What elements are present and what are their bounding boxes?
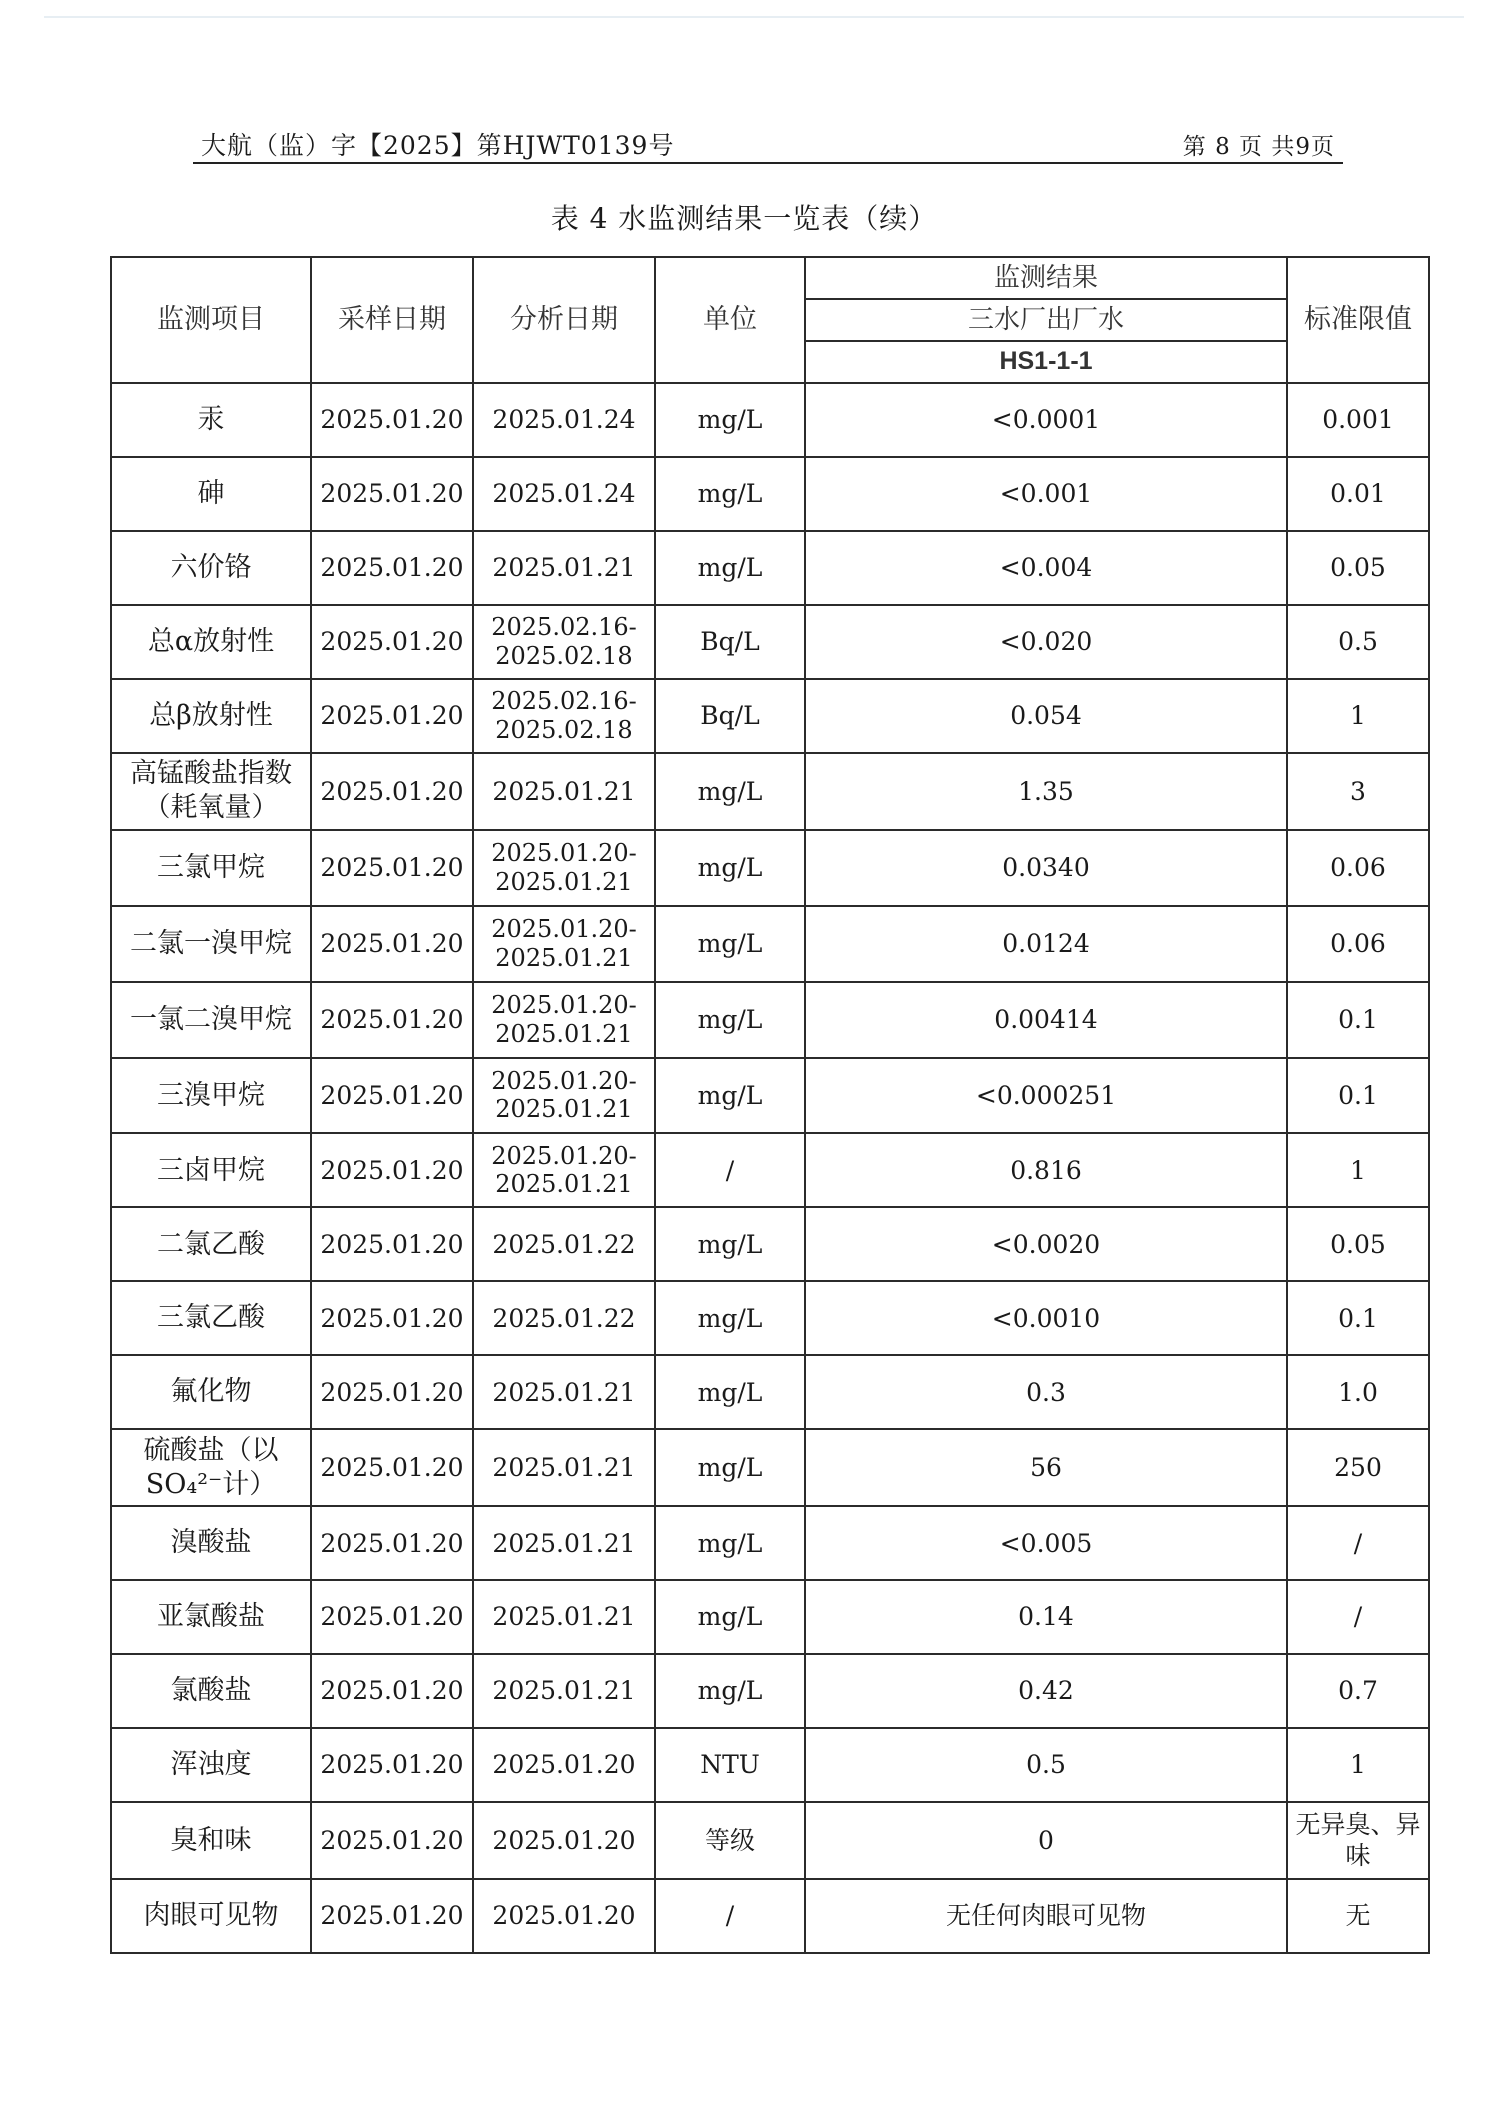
results-table [110, 256, 1430, 1954]
row-item: 臭和味 [111, 1802, 311, 1879]
row-result: 56 [805, 1429, 1287, 1506]
report-id: 大航（监）字【2025】第HJWT0139号 [201, 131, 675, 160]
table-row [111, 531, 1429, 605]
header-limit: 标准限值 [1287, 257, 1429, 383]
row-sample-date: 2025.01.20 [311, 830, 473, 906]
row-limit: 0.1 [1287, 1058, 1429, 1134]
row-unit: mg/L [655, 531, 805, 605]
row-analysis-date: 2025.01.21 [473, 1506, 655, 1580]
table-caption: 表 4 水监测结果一览表（续） [550, 202, 938, 235]
row-unit: mg/L [655, 383, 805, 457]
row-analysis-date: 2025.01.21 [473, 1429, 655, 1506]
table-row [111, 906, 1429, 982]
row-sample-date: 2025.01.20 [311, 1355, 473, 1429]
row-unit: mg/L [655, 1429, 805, 1506]
row-result: <0.020 [805, 605, 1287, 679]
table-row [111, 1802, 1429, 1879]
row-sample-date: 2025.01.20 [311, 457, 473, 531]
row-result: 0.0340 [805, 830, 1287, 906]
row-analysis-date: 2025.01.20-2025.01.21 [473, 906, 655, 982]
row-unit: mg/L [655, 982, 805, 1058]
row-unit: mg/L [655, 1355, 805, 1429]
table-row [111, 1879, 1429, 1953]
table-row [111, 1281, 1429, 1355]
row-item: 亚氯酸盐 [111, 1580, 311, 1654]
row-result: 1.35 [805, 753, 1287, 830]
row-item: 砷 [111, 457, 311, 531]
row-item: 溴酸盐 [111, 1506, 311, 1580]
row-unit: mg/L [655, 457, 805, 531]
row-limit: / [1287, 1580, 1429, 1654]
row-unit: mg/L [655, 753, 805, 830]
row-sample-date: 2025.01.20 [311, 605, 473, 679]
row-item: 三卤甲烷 [111, 1133, 311, 1207]
row-analysis-date: 2025.01.20-2025.01.21 [473, 1058, 655, 1134]
table-row [111, 457, 1429, 531]
row-analysis-date: 2025.01.21 [473, 1654, 655, 1728]
row-analysis-date: 2025.02.16-2025.02.18 [473, 605, 655, 679]
row-item: 氟化物 [111, 1355, 311, 1429]
row-limit: 无 [1287, 1879, 1429, 1953]
row-result: 无任何肉眼可见物 [805, 1879, 1287, 1953]
row-analysis-date: 2025.01.24 [473, 457, 655, 531]
row-limit: / [1287, 1506, 1429, 1580]
header-site: 三水厂出厂水 [805, 299, 1287, 341]
row-item: 氯酸盐 [111, 1654, 311, 1728]
row-unit: mg/L [655, 1058, 805, 1134]
row-limit: 1 [1287, 1133, 1429, 1207]
row-sample-date: 2025.01.20 [311, 1879, 473, 1953]
table-row [111, 1728, 1429, 1802]
row-result: 0.054 [805, 679, 1287, 753]
row-unit: Bq/L [655, 605, 805, 679]
table-row [111, 1355, 1429, 1429]
row-limit: 0.05 [1287, 1207, 1429, 1281]
row-limit: 0.05 [1287, 531, 1429, 605]
row-analysis-date: 2025.01.20 [473, 1802, 655, 1879]
row-unit: mg/L [655, 1654, 805, 1728]
row-limit: 0.06 [1287, 906, 1429, 982]
row-limit: 250 [1287, 1429, 1429, 1506]
header-sample-date: 采样日期 [311, 257, 473, 383]
row-limit: 0.01 [1287, 457, 1429, 531]
row-unit: mg/L [655, 906, 805, 982]
row-item: 二氯一溴甲烷 [111, 906, 311, 982]
row-item: 三溴甲烷 [111, 1058, 311, 1134]
row-analysis-date: 2025.01.21 [473, 1355, 655, 1429]
table-row [111, 1058, 1429, 1134]
row-limit: 0.001 [1287, 383, 1429, 457]
row-analysis-date: 2025.01.20-2025.01.21 [473, 982, 655, 1058]
row-sample-date: 2025.01.20 [311, 531, 473, 605]
row-item: 总α放射性 [111, 605, 311, 679]
row-result: 0.00414 [805, 982, 1287, 1058]
row-analysis-date: 2025.01.21 [473, 753, 655, 830]
row-sample-date: 2025.01.20 [311, 1429, 473, 1506]
header-rule [193, 162, 1343, 164]
row-result: 0.5 [805, 1728, 1287, 1802]
row-limit: 1.0 [1287, 1355, 1429, 1429]
row-result: <0.0020 [805, 1207, 1287, 1281]
row-sample-date: 2025.01.20 [311, 1207, 473, 1281]
row-analysis-date: 2025.01.21 [473, 531, 655, 605]
row-result: <0.000251 [805, 1058, 1287, 1134]
table-row [111, 1580, 1429, 1654]
table-row [111, 1654, 1429, 1728]
row-item: 汞 [111, 383, 311, 457]
row-analysis-date: 2025.01.24 [473, 383, 655, 457]
table-row [111, 982, 1429, 1058]
table-row [111, 1429, 1429, 1506]
row-result: <0.005 [805, 1506, 1287, 1580]
row-item: 六价铬 [111, 531, 311, 605]
row-unit: Bq/L [655, 679, 805, 753]
row-result: 0.14 [805, 1580, 1287, 1654]
row-unit: / [655, 1879, 805, 1953]
row-result: 0.0124 [805, 906, 1287, 982]
table-row [111, 1133, 1429, 1207]
row-limit: 无异臭、异味 [1287, 1802, 1429, 1879]
row-sample-date: 2025.01.20 [311, 1654, 473, 1728]
row-item: 二氯乙酸 [111, 1207, 311, 1281]
row-sample-date: 2025.01.20 [311, 1058, 473, 1134]
row-analysis-date: 2025.01.20 [473, 1879, 655, 1953]
row-limit: 0.1 [1287, 982, 1429, 1058]
row-item: 三氯甲烷 [111, 830, 311, 906]
row-sample-date: 2025.01.20 [311, 383, 473, 457]
row-item: 总β放射性 [111, 679, 311, 753]
row-result: 0.816 [805, 1133, 1287, 1207]
row-limit: 0.1 [1287, 1281, 1429, 1355]
row-limit: 0.5 [1287, 605, 1429, 679]
row-result: <0.0010 [805, 1281, 1287, 1355]
row-unit: NTU [655, 1728, 805, 1802]
row-analysis-date: 2025.01.20 [473, 1728, 655, 1802]
row-sample-date: 2025.01.20 [311, 1728, 473, 1802]
top-scan-line [44, 16, 1464, 18]
row-item: 浑浊度 [111, 1728, 311, 1802]
row-limit: 0.06 [1287, 830, 1429, 906]
row-unit: mg/L [655, 1207, 805, 1281]
row-sample-date: 2025.01.20 [311, 906, 473, 982]
row-sample-date: 2025.01.20 [311, 679, 473, 753]
table-row [111, 383, 1429, 457]
row-result: 0 [805, 1802, 1287, 1879]
header-item: 监测项目 [111, 257, 311, 383]
row-result: <0.0001 [805, 383, 1287, 457]
row-sample-date: 2025.01.20 [311, 1506, 473, 1580]
header-unit: 单位 [655, 257, 805, 383]
row-item: 肉眼可见物 [111, 1879, 311, 1953]
row-result: 0.3 [805, 1355, 1287, 1429]
row-item: 三氯乙酸 [111, 1281, 311, 1355]
header-result: 监测结果 [805, 257, 1287, 299]
row-item: 一氯二溴甲烷 [111, 982, 311, 1058]
table-row [111, 753, 1429, 830]
row-analysis-date: 2025.01.21 [473, 1580, 655, 1654]
row-limit: 1 [1287, 679, 1429, 753]
row-result: <0.004 [805, 531, 1287, 605]
table-row [111, 830, 1429, 906]
row-unit: mg/L [655, 1506, 805, 1580]
table-row [111, 1506, 1429, 1580]
results-body [111, 383, 1429, 1953]
header-analysis-date: 分析日期 [473, 257, 655, 383]
row-result: <0.001 [805, 457, 1287, 531]
row-item: 硫酸盐（以SO₄²⁻计） [111, 1429, 311, 1506]
row-item: 高锰酸盐指数（耗氧量） [111, 753, 311, 830]
row-unit: mg/L [655, 830, 805, 906]
row-unit: / [655, 1133, 805, 1207]
table-row [111, 605, 1429, 679]
row-sample-date: 2025.01.20 [311, 1802, 473, 1879]
row-unit: mg/L [655, 1580, 805, 1654]
row-unit: mg/L [655, 1281, 805, 1355]
page-header [193, 126, 1343, 166]
row-result: 0.42 [805, 1654, 1287, 1728]
row-limit: 0.7 [1287, 1654, 1429, 1728]
header-site-id: HS1-1-1 [805, 341, 1287, 383]
row-limit: 1 [1287, 1728, 1429, 1802]
row-sample-date: 2025.01.20 [311, 1133, 473, 1207]
row-sample-date: 2025.01.20 [311, 1281, 473, 1355]
row-sample-date: 2025.01.20 [311, 1580, 473, 1654]
row-analysis-date: 2025.01.22 [473, 1207, 655, 1281]
row-analysis-date: 2025.02.16-2025.02.18 [473, 679, 655, 753]
row-sample-date: 2025.01.20 [311, 982, 473, 1058]
table-row [111, 1207, 1429, 1281]
row-limit: 3 [1287, 753, 1429, 830]
row-sample-date: 2025.01.20 [311, 753, 473, 830]
table-row [111, 679, 1429, 753]
row-analysis-date: 2025.01.22 [473, 1281, 655, 1355]
row-analysis-date: 2025.01.20-2025.01.21 [473, 830, 655, 906]
row-analysis-date: 2025.01.20-2025.01.21 [473, 1133, 655, 1207]
row-unit: 等级 [655, 1802, 805, 1879]
page-info: 第 8 页 共9页 [1182, 134, 1335, 160]
